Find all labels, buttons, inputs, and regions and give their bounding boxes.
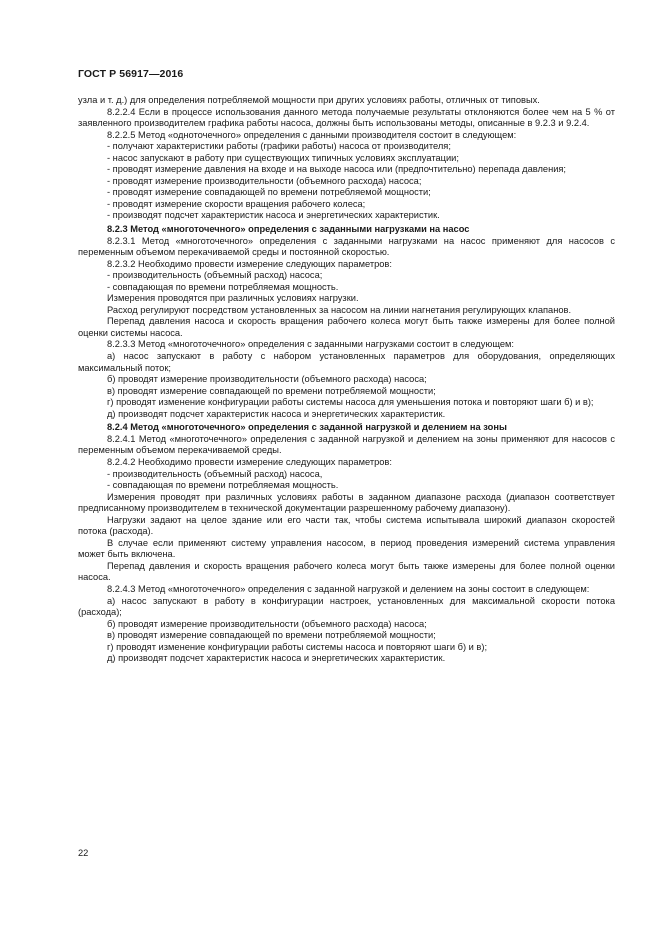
paragraph: а) насос запускают в работу с набором установленных параметров для оборудования, определяющих максимальный поток;	[78, 351, 615, 373]
paragraph: Измерения проводят при различных условиях работы в заданном диапазоне расхода (диапазон соответствует предписанному производителем в технической документации разрешенному рабочему диапазону).	[78, 491, 615, 514]
paragraph: - проводят измерение производительности (объемного расхода) насоса;	[107, 175, 422, 186]
document-body	[78, 95, 615, 665]
paragraph: Перепад давления и скорость вращения рабочего колеса могут быть также измерены для более полной оценки насоса.	[78, 560, 615, 583]
paragraph: в) проводят измерение совпадающей по времени потребляемой мощности;	[107, 630, 436, 641]
paragraph: - производительность (объемный расход) насоса;	[107, 270, 323, 281]
paragraph: б) проводят измерение производительности (объемного расхода) насоса;	[107, 374, 427, 385]
paragraph: 8.2.4.1 Метод «многоточечного» определения с заданной нагрузкой и делением на зоны применяют для насосов с переменным объемом перекачиваемой среды.	[78, 433, 615, 456]
paragraph: а) насос запускают в работу в конфигурации настроек, установленных для максимальной скорости потока (расхода);	[78, 595, 615, 618]
paragraph: - проводят измерение совпадающей по времени потребляемой мощности;	[107, 187, 431, 198]
paragraph: - проводят измерение давления на входе и на выходе насоса или (предпочтительно) перепада давления;	[107, 164, 567, 175]
paragraph: - проводят измерение скорости вращения рабочего колеса;	[107, 198, 366, 209]
paragraph: 8.2.3.1 Метод «многоточечного» определения с заданными нагрузками на насос применяют для насосов с переменным объемом перекачиваемой среды и постоянной скоростью.	[78, 235, 615, 258]
paragraph: 8.2.2.5 Метод «одноточечного» определения с данными производителя состоит в следующем:	[107, 129, 517, 140]
section-heading: 8.2.4 Метод «многоточечного» определения с заданной нагрузкой и делением на зоны	[107, 422, 507, 433]
paragraph: б) проводят измерение производительности (объемного расхода) насоса;	[107, 618, 427, 629]
paragraph: - получают характеристики работы (графики работы) насоса от производителя;	[107, 141, 451, 152]
paragraph: в) проводят измерение совпадающей по времени потребляемой мощности;	[107, 385, 436, 396]
paragraph: 8.2.2.4 Если в процессе использования данного метода получаемые результаты отклоняются более чем на 5 % от заявленного производителем графика работы насоса, должны быть использованы методы, описанные в 9.2.3 и 9.2.4.	[78, 106, 615, 129]
paragraph: д) производят подсчет характеристик насоса и энергетических характеристик.	[107, 653, 446, 664]
paragraph: - насос запускают в работу при существующих типичных условиях эксплуатации;	[107, 152, 459, 163]
paragraph: 8.2.4.3 Метод «многоточечного» определения с заданной нагрузкой и делением на зоны состоит в следующем:	[107, 583, 590, 594]
document-header: ГОСТ Р 56917—2016	[78, 68, 184, 80]
paragraph: Перепад давления насоса и скорость вращения рабочего колеса могут быть также измерены для более полной оценки системы насоса.	[78, 316, 615, 338]
paragraph: Нагрузки задают на целое здание или его части так, чтобы система испытывала широкий диапазон скоростей потока (расхода).	[78, 514, 615, 537]
paragraph: - совпадающая по времени потребляемая мощность.	[107, 480, 339, 491]
paragraph: 8.2.3.3 Метод «многоточечного» определения с заданными нагрузками состоит в следующем:	[107, 339, 515, 350]
paragraph: В случае если применяют систему управления насосом, в период проведения измерений система управления может быть включена.	[78, 537, 615, 560]
paragraph: Расход регулируют посредством установленных за насосом на линии нагнетания регулирующих клапанов.	[107, 304, 572, 315]
paragraph: г) проводят изменение конфигурации работы системы насоса и повторяют шаги б) и в);	[107, 641, 488, 652]
paragraph: - производительность (объемный расход) насоса,	[107, 468, 323, 479]
page-number: 22	[78, 848, 89, 858]
paragraph: д) производят подсчет характеристик насоса и энергетических характеристик.	[107, 408, 446, 419]
paragraph: Измерения проводятся при различных условиях нагрузки.	[107, 293, 359, 304]
paragraph: - совпадающая по времени потребляемая мощность.	[107, 281, 339, 292]
paragraph: узла и т. д.) для определения потребляемой мощности при других условиях работы, отличных от типовых.	[78, 95, 540, 105]
paragraph: г) проводят изменение конфигурации работы системы насоса для уменьшения потока и повторяют шаги б) и в);	[107, 397, 594, 408]
section-heading: 8.2.3 Метод «многоточечного» определения с заданными нагрузками на насос	[107, 224, 470, 235]
paragraph: - производят подсчет характеристик насоса и энергетических характеристик.	[107, 210, 440, 221]
paragraph: 8.2.3.2 Необходимо провести измерение следующих параметров:	[107, 258, 392, 269]
paragraph: 8.2.4.2 Необходимо провести измерение следующих параметров:	[107, 456, 392, 467]
